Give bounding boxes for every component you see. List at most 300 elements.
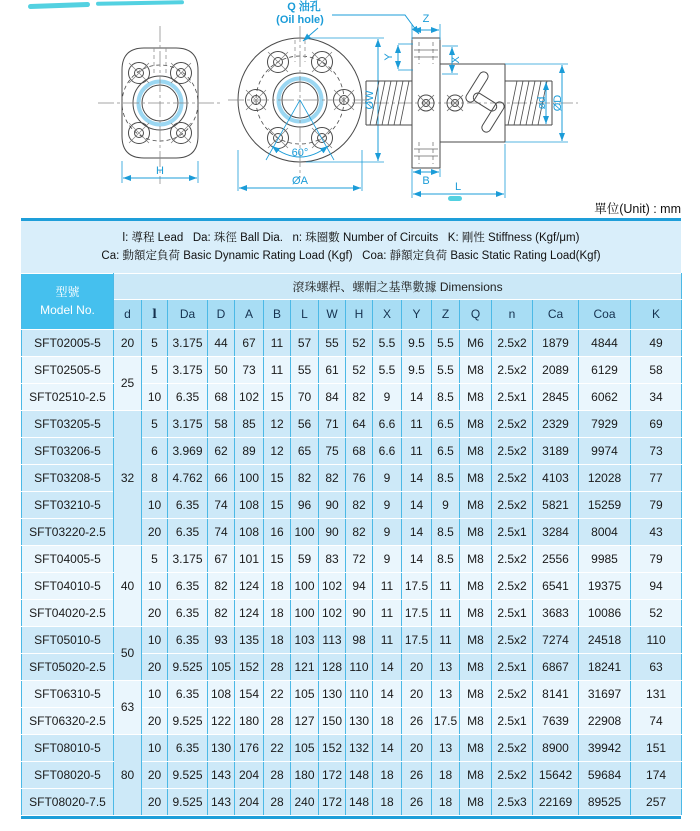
- model-cell: SFT03220-2.5: [22, 518, 114, 545]
- value-cell: 14: [402, 545, 432, 572]
- value-cell: 2.5x1: [492, 707, 533, 734]
- table-row: [22, 410, 682, 437]
- value-cell: 17.5: [402, 599, 432, 626]
- value-cell: 2556: [533, 545, 579, 572]
- value-cell: 58: [631, 356, 682, 383]
- value-cell: 100: [291, 518, 319, 545]
- value-cell: 132: [346, 734, 373, 761]
- value-cell: 50: [208, 356, 235, 383]
- value-cell: 5: [142, 329, 168, 356]
- value-cell: 16: [264, 518, 291, 545]
- model-cell: SFT08020-5: [22, 761, 114, 788]
- value-cell: 18241: [579, 653, 631, 680]
- value-cell: 22: [264, 680, 291, 707]
- value-cell: 89525: [579, 788, 631, 815]
- column-header-n: n: [492, 299, 533, 329]
- value-cell: 20: [142, 761, 168, 788]
- drawings-svg: [0, 0, 700, 216]
- value-cell: 143: [208, 788, 235, 815]
- value-cell: 3.175: [168, 356, 208, 383]
- value-cell: 10: [142, 626, 168, 653]
- value-cell: 180: [235, 707, 264, 734]
- value-cell: 101: [235, 545, 264, 572]
- value-cell: 14: [402, 464, 432, 491]
- value-cell: 70: [291, 383, 319, 410]
- value-cell: 154: [235, 680, 264, 707]
- spec-table: [21, 273, 682, 816]
- value-cell: 9: [373, 383, 402, 410]
- value-cell: 5: [142, 356, 168, 383]
- value-cell: 13: [432, 680, 460, 707]
- value-cell: 108: [208, 680, 235, 707]
- value-cell: 2.5x2: [492, 626, 533, 653]
- value-cell: M8: [460, 626, 492, 653]
- table-row: [22, 329, 682, 356]
- value-cell: M8: [460, 788, 492, 815]
- value-cell: 18: [373, 761, 402, 788]
- value-cell: 11: [373, 626, 402, 653]
- technical-drawings: [0, 0, 700, 216]
- value-cell: 5.5: [373, 356, 402, 383]
- value-cell: 82: [346, 491, 373, 518]
- value-cell: 18: [373, 788, 402, 815]
- value-cell: 148: [346, 788, 373, 815]
- value-cell: 4844: [579, 329, 631, 356]
- value-cell: 135: [235, 626, 264, 653]
- value-cell: M6: [460, 329, 492, 356]
- value-cell: 18: [432, 761, 460, 788]
- value-cell: 110: [346, 680, 373, 707]
- value-cell: 2.5x2: [492, 356, 533, 383]
- value-cell: 56: [291, 410, 319, 437]
- spec-table-wrap: [21, 218, 681, 819]
- value-cell: 61: [319, 356, 346, 383]
- value-cell: 110: [631, 626, 682, 653]
- value-cell: 39942: [579, 734, 631, 761]
- value-cell: 10: [142, 383, 168, 410]
- value-cell: 2.5x2: [492, 491, 533, 518]
- value-cell: 14: [402, 383, 432, 410]
- value-cell: 20: [402, 653, 432, 680]
- d-cell: 50: [114, 626, 142, 680]
- value-cell: 18: [432, 788, 460, 815]
- value-cell: 77: [631, 464, 682, 491]
- value-cell: 6.35: [168, 680, 208, 707]
- table-row: [22, 545, 682, 572]
- value-cell: 257: [631, 788, 682, 815]
- value-cell: 94: [346, 572, 373, 599]
- value-cell: 2.5x2: [492, 734, 533, 761]
- value-cell: 9985: [579, 545, 631, 572]
- value-cell: 18: [264, 572, 291, 599]
- value-cell: 103: [291, 626, 319, 653]
- value-cell: 124: [235, 599, 264, 626]
- value-cell: 71: [319, 410, 346, 437]
- value-cell: 17.5: [432, 707, 460, 734]
- value-cell: M8: [460, 491, 492, 518]
- value-cell: 100: [291, 572, 319, 599]
- value-cell: 20: [402, 680, 432, 707]
- value-cell: 11: [402, 410, 432, 437]
- value-cell: 6062: [579, 383, 631, 410]
- value-cell: 102: [319, 599, 346, 626]
- column-header-z: Z: [432, 299, 460, 329]
- value-cell: 75: [319, 437, 346, 464]
- value-cell: 6.35: [168, 491, 208, 518]
- value-cell: 2.5x1: [492, 383, 533, 410]
- value-cell: 8900: [533, 734, 579, 761]
- value-cell: 55: [291, 356, 319, 383]
- value-cell: 18: [264, 599, 291, 626]
- legend-line-2: Ca: 動額定負荷 Basic Dynamic Rating Load (Kgf) Coa: 靜額定負荷 Basic Static Rating Load(Kgf): [101, 250, 601, 263]
- value-cell: 8.5: [432, 464, 460, 491]
- value-cell: 96: [291, 491, 319, 518]
- value-cell: 73: [235, 356, 264, 383]
- value-cell: 113: [319, 626, 346, 653]
- value-cell: 65: [291, 437, 319, 464]
- value-cell: 93: [208, 626, 235, 653]
- value-cell: 17.5: [402, 572, 432, 599]
- dim-label-w: ØW: [364, 90, 376, 110]
- value-cell: 2.5x1: [492, 599, 533, 626]
- value-cell: 14: [373, 653, 402, 680]
- value-cell: 69: [631, 410, 682, 437]
- value-cell: M8: [460, 437, 492, 464]
- value-cell: 4103: [533, 464, 579, 491]
- value-cell: M8: [460, 545, 492, 572]
- value-cell: 8.5: [432, 518, 460, 545]
- legend-line-1: l: 導程 Lead Da: 珠徑 Ball Dia. n: 珠圈數 Number of Circuits K: 剛性 Stiffness (Kgf/μm): [122, 232, 580, 244]
- column-header-b: B: [264, 299, 291, 329]
- value-cell: 72: [346, 545, 373, 572]
- value-cell: 52: [346, 329, 373, 356]
- value-cell: 143: [208, 761, 235, 788]
- value-cell: 82: [291, 464, 319, 491]
- value-cell: 6.35: [168, 572, 208, 599]
- value-cell: 105: [291, 680, 319, 707]
- value-cell: 121: [291, 653, 319, 680]
- value-cell: 2.5x1: [492, 518, 533, 545]
- value-cell: 1879: [533, 329, 579, 356]
- d-cell: 40: [114, 545, 142, 626]
- value-cell: 15: [264, 383, 291, 410]
- value-cell: 100: [235, 464, 264, 491]
- column-header-a: A: [235, 299, 264, 329]
- value-cell: 90: [319, 491, 346, 518]
- value-cell: 176: [235, 734, 264, 761]
- value-cell: 2.5x2: [492, 437, 533, 464]
- value-cell: 28: [264, 761, 291, 788]
- value-cell: 76: [346, 464, 373, 491]
- value-cell: 89: [235, 437, 264, 464]
- value-cell: 49: [631, 329, 682, 356]
- value-cell: 3.175: [168, 329, 208, 356]
- value-cell: 8.5: [432, 545, 460, 572]
- value-cell: 151: [631, 734, 682, 761]
- value-cell: M8: [460, 734, 492, 761]
- column-header-l: L: [291, 299, 319, 329]
- value-cell: 14: [373, 734, 402, 761]
- value-cell: 84: [319, 383, 346, 410]
- value-cell: 172: [319, 788, 346, 815]
- value-cell: 64: [346, 410, 373, 437]
- value-cell: 130: [208, 734, 235, 761]
- value-cell: M8: [460, 653, 492, 680]
- scan-artifact: [448, 196, 462, 201]
- value-cell: 59: [291, 545, 319, 572]
- value-cell: 14: [402, 518, 432, 545]
- dim-label-b: B: [422, 175, 430, 187]
- value-cell: 2.5x2: [492, 464, 533, 491]
- value-cell: 3.969: [168, 437, 208, 464]
- dim-label-d-small: ød: [536, 96, 548, 110]
- value-cell: 5.5: [432, 329, 460, 356]
- column-header-q: Q: [460, 299, 492, 329]
- value-cell: 105: [291, 734, 319, 761]
- value-cell: 15642: [533, 761, 579, 788]
- value-cell: 74: [208, 518, 235, 545]
- value-cell: 3.175: [168, 545, 208, 572]
- column-header-ca: Ca: [533, 299, 579, 329]
- value-cell: 2.5x2: [492, 761, 533, 788]
- value-cell: 5821: [533, 491, 579, 518]
- column-header-y: Y: [402, 299, 432, 329]
- value-cell: 7929: [579, 410, 631, 437]
- model-cell: SFT02505-5: [22, 356, 114, 383]
- legend-note: [21, 221, 681, 273]
- value-cell: 82: [346, 383, 373, 410]
- value-cell: 20: [142, 788, 168, 815]
- value-cell: 6.35: [168, 599, 208, 626]
- column-header-d: d: [114, 299, 142, 329]
- value-cell: 102: [235, 383, 264, 410]
- value-cell: M8: [460, 518, 492, 545]
- value-cell: 12: [264, 410, 291, 437]
- value-cell: 6.6: [373, 410, 402, 437]
- model-cell: SFT02510-2.5: [22, 383, 114, 410]
- value-cell: 8141: [533, 680, 579, 707]
- d-cell: 80: [114, 734, 142, 815]
- value-cell: 98: [346, 626, 373, 653]
- value-cell: 2.5x2: [492, 572, 533, 599]
- value-cell: 28: [264, 788, 291, 815]
- value-cell: 5.5: [432, 356, 460, 383]
- value-cell: 20: [142, 707, 168, 734]
- value-cell: 127: [291, 707, 319, 734]
- value-cell: 31697: [579, 680, 631, 707]
- value-cell: 18: [264, 626, 291, 653]
- value-cell: 15259: [579, 491, 631, 518]
- value-cell: 108: [235, 491, 264, 518]
- value-cell: 100: [291, 599, 319, 626]
- value-cell: 152: [235, 653, 264, 680]
- value-cell: 9.5: [402, 329, 432, 356]
- value-cell: 10: [142, 491, 168, 518]
- value-cell: 85: [235, 410, 264, 437]
- unit-label: 單位(Unit) : mm: [594, 202, 681, 216]
- column-header-d: D: [208, 299, 235, 329]
- table-row: [22, 626, 682, 653]
- value-cell: 6867: [533, 653, 579, 680]
- value-cell: 6.35: [168, 626, 208, 653]
- value-cell: 130: [346, 707, 373, 734]
- value-cell: 11: [432, 572, 460, 599]
- value-cell: 68: [346, 437, 373, 464]
- value-cell: 8.5: [432, 383, 460, 410]
- value-cell: 240: [291, 788, 319, 815]
- dim-label-y: Y: [383, 53, 395, 61]
- value-cell: 79: [631, 545, 682, 572]
- value-cell: 9: [373, 464, 402, 491]
- model-cell: SFT05020-2.5: [22, 653, 114, 680]
- value-cell: 6541: [533, 572, 579, 599]
- value-cell: 102: [319, 572, 346, 599]
- value-cell: 174: [631, 761, 682, 788]
- value-cell: 82: [208, 572, 235, 599]
- value-cell: 10: [142, 680, 168, 707]
- value-cell: 124: [235, 572, 264, 599]
- model-cell: SFT03208-5: [22, 464, 114, 491]
- value-cell: 4.762: [168, 464, 208, 491]
- value-cell: 52: [631, 599, 682, 626]
- value-cell: 6.6: [373, 437, 402, 464]
- value-cell: 55: [319, 329, 346, 356]
- model-cell: SFT02005-5: [22, 329, 114, 356]
- value-cell: 67: [208, 545, 235, 572]
- value-cell: 130: [319, 680, 346, 707]
- d-cell: 20: [114, 329, 142, 356]
- value-cell: 13: [432, 653, 460, 680]
- value-cell: 26: [402, 788, 432, 815]
- model-cell: SFT04010-5: [22, 572, 114, 599]
- value-cell: 2.5x2: [492, 545, 533, 572]
- value-cell: 43: [631, 518, 682, 545]
- value-cell: 73: [631, 437, 682, 464]
- value-cell: 34: [631, 383, 682, 410]
- value-cell: 14: [373, 680, 402, 707]
- value-cell: 11: [264, 329, 291, 356]
- value-cell: 6.35: [168, 734, 208, 761]
- value-cell: 2845: [533, 383, 579, 410]
- model-cell: SFT08010-5: [22, 734, 114, 761]
- value-cell: 18: [373, 707, 402, 734]
- value-cell: 22908: [579, 707, 631, 734]
- value-cell: 15: [264, 491, 291, 518]
- value-cell: 9: [373, 491, 402, 518]
- value-cell: 105: [208, 653, 235, 680]
- value-cell: 10: [142, 572, 168, 599]
- value-cell: M8: [460, 464, 492, 491]
- value-cell: 26: [402, 707, 432, 734]
- value-cell: 22: [264, 734, 291, 761]
- value-cell: 5: [142, 410, 168, 437]
- value-cell: 6.5: [432, 437, 460, 464]
- value-cell: 11: [373, 572, 402, 599]
- value-cell: 8004: [579, 518, 631, 545]
- dimensions-header: 滾珠螺桿、螺帽之基準數據 Dimensions: [114, 273, 682, 299]
- value-cell: 9.525: [168, 653, 208, 680]
- value-cell: 17.5: [402, 626, 432, 653]
- d-cell: 32: [114, 410, 142, 545]
- value-cell: 2.5x2: [492, 410, 533, 437]
- value-cell: 83: [319, 545, 346, 572]
- dim-label-angle: 60°: [291, 147, 309, 159]
- value-cell: 22169: [533, 788, 579, 815]
- value-cell: 3189: [533, 437, 579, 464]
- column-header-k: K: [631, 299, 682, 329]
- column-header-w: W: [319, 299, 346, 329]
- value-cell: 15: [264, 545, 291, 572]
- value-cell: 12: [264, 437, 291, 464]
- value-cell: 19375: [579, 572, 631, 599]
- value-cell: 172: [319, 761, 346, 788]
- model-cell: SFT08020-7.5: [22, 788, 114, 815]
- model-cell: SFT04020-2.5: [22, 599, 114, 626]
- value-cell: 10: [142, 734, 168, 761]
- value-cell: 44: [208, 329, 235, 356]
- value-cell: 9: [373, 545, 402, 572]
- value-cell: 90: [346, 599, 373, 626]
- value-cell: 3284: [533, 518, 579, 545]
- value-cell: M8: [460, 761, 492, 788]
- value-cell: 15: [264, 464, 291, 491]
- value-cell: 9.525: [168, 761, 208, 788]
- value-cell: 11: [402, 437, 432, 464]
- value-cell: 2089: [533, 356, 579, 383]
- value-cell: 58: [208, 410, 235, 437]
- dim-label-a: ØA: [292, 175, 308, 187]
- value-cell: 11: [432, 626, 460, 653]
- value-cell: 180: [291, 761, 319, 788]
- value-cell: 28: [264, 653, 291, 680]
- value-cell: 122: [208, 707, 235, 734]
- value-cell: 20: [142, 653, 168, 680]
- value-cell: 2.5x2: [492, 680, 533, 707]
- model-cell: SFT05010-5: [22, 626, 114, 653]
- value-cell: 9974: [579, 437, 631, 464]
- value-cell: 24518: [579, 626, 631, 653]
- table-row: [22, 356, 682, 383]
- value-cell: 57: [291, 329, 319, 356]
- column-header-da: Da: [168, 299, 208, 329]
- value-cell: 82: [319, 464, 346, 491]
- value-cell: 59684: [579, 761, 631, 788]
- value-cell: 6129: [579, 356, 631, 383]
- value-cell: 204: [235, 788, 264, 815]
- value-cell: 6: [142, 437, 168, 464]
- value-cell: 8: [142, 464, 168, 491]
- value-cell: 204: [235, 761, 264, 788]
- value-cell: 9.525: [168, 707, 208, 734]
- value-cell: 2.5x1: [492, 653, 533, 680]
- column-header-coa: Coa: [579, 299, 631, 329]
- value-cell: 5: [142, 545, 168, 572]
- value-cell: 2.5x3: [492, 788, 533, 815]
- value-cell: 11: [432, 599, 460, 626]
- value-cell: 108: [235, 518, 264, 545]
- value-cell: 10086: [579, 599, 631, 626]
- value-cell: 52: [346, 356, 373, 383]
- model-column-header: 型號 Model No.: [22, 273, 114, 329]
- model-cell: SFT06310-5: [22, 680, 114, 707]
- value-cell: 26: [402, 761, 432, 788]
- value-cell: 3683: [533, 599, 579, 626]
- value-cell: 131: [631, 680, 682, 707]
- table-row: [22, 734, 682, 761]
- value-cell: 13: [432, 734, 460, 761]
- dim-label-h: H: [156, 165, 164, 177]
- value-cell: 68: [208, 383, 235, 410]
